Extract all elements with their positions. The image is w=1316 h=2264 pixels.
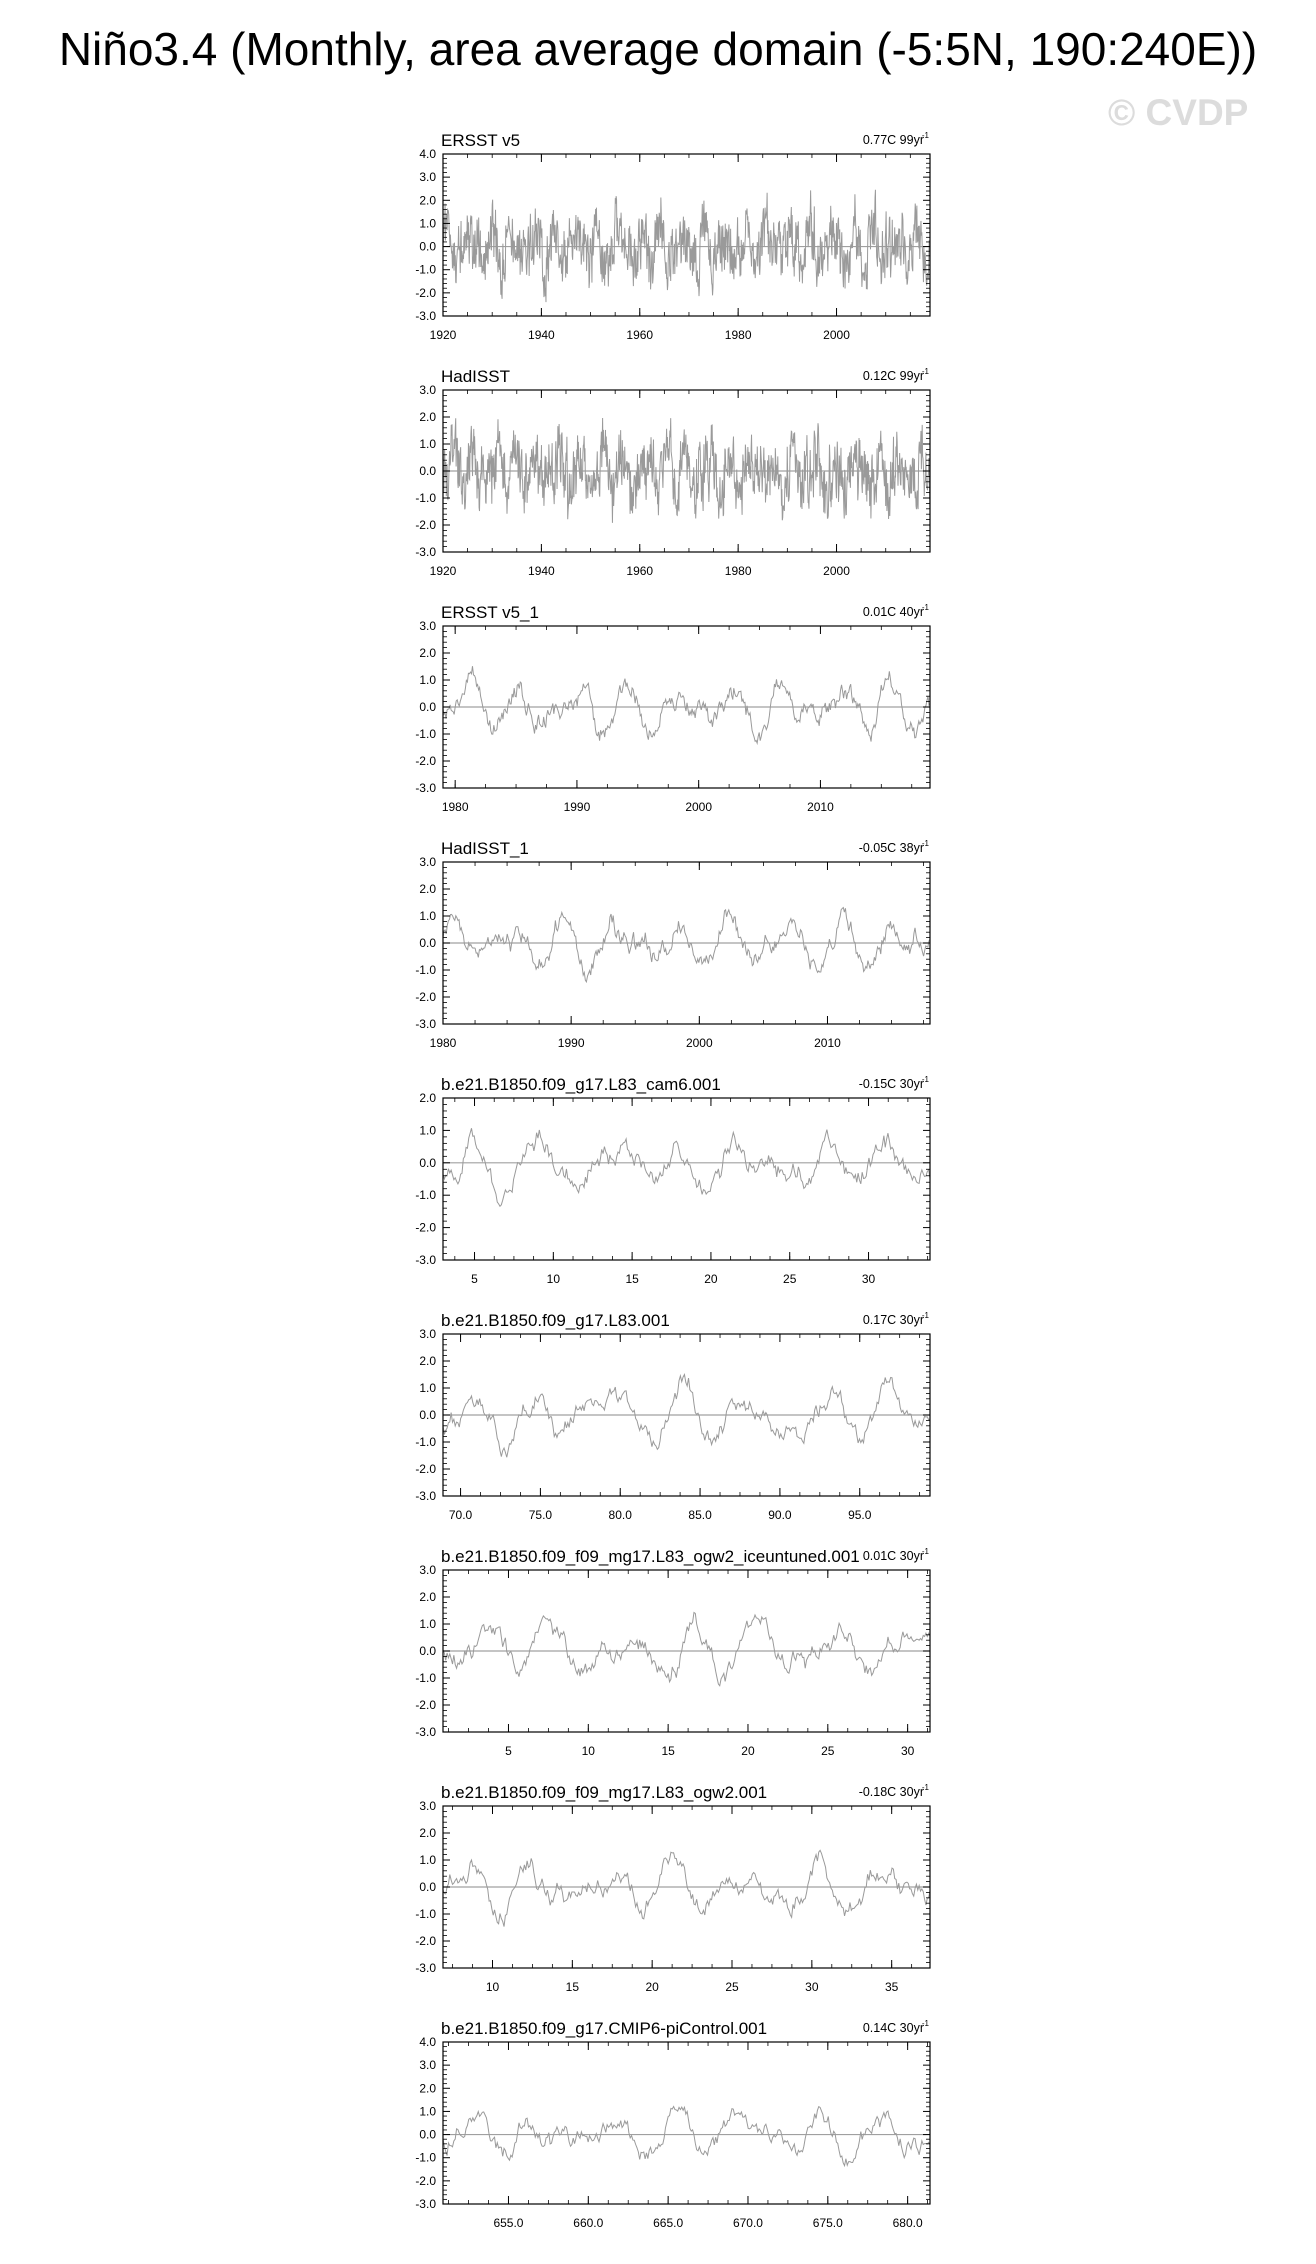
x-tick-label: 2010 bbox=[814, 1036, 841, 1050]
y-tick-label: 0.0 bbox=[419, 1155, 436, 1170]
x-tick-label: 675.0 bbox=[812, 2216, 843, 2230]
chart-trend-exponent: -1 bbox=[921, 603, 929, 612]
anomaly-series-line bbox=[443, 1850, 930, 1926]
chart-title: ERSST v5 bbox=[441, 131, 521, 150]
chart-title: b.e21.B1850.f09_g17.CMIP6-piControl.001 bbox=[441, 2019, 768, 2038]
y-tick-label: -1.0 bbox=[415, 727, 436, 741]
x-tick-label: 1980 bbox=[724, 564, 752, 578]
x-tick-label: 1920 bbox=[429, 564, 457, 578]
x-tick-label: 1980 bbox=[724, 328, 752, 342]
chart-trend-exponent: -1 bbox=[921, 2019, 929, 2028]
y-tick-label: 2.0 bbox=[419, 193, 436, 208]
y-tick-label: 2.0 bbox=[419, 882, 436, 896]
x-tick-label: 10 bbox=[546, 1272, 561, 1286]
chart-title: b.e21.B1850.f09_f09_mg17.L83_ogw2_iceuntuned.001 bbox=[441, 1547, 860, 1566]
y-tick-label: -2.0 bbox=[415, 285, 436, 300]
y-tick-label: -1.0 bbox=[415, 1907, 436, 1921]
y-tick-label: -3.0 bbox=[415, 1017, 436, 1031]
x-tick-label: 15 bbox=[625, 1272, 639, 1286]
y-tick-label: 4.0 bbox=[419, 147, 436, 161]
chart-trend-label: 0.14C 30yr bbox=[862, 2021, 924, 2035]
chart-trend-exponent: -1 bbox=[921, 131, 929, 140]
x-tick-label: 655.0 bbox=[493, 2216, 524, 2230]
chart-trend-exponent: -1 bbox=[921, 1075, 929, 1084]
y-tick-label: 2.0 bbox=[419, 2081, 436, 2096]
y-tick-label: 1.0 bbox=[419, 1853, 436, 1867]
y-tick-label: 2.0 bbox=[419, 410, 436, 424]
x-tick-label: 30 bbox=[805, 1980, 819, 1994]
y-tick-label: 0.0 bbox=[419, 1408, 436, 1422]
y-tick-label: -1.0 bbox=[415, 2150, 436, 2165]
y-tick-label: 3.0 bbox=[419, 855, 436, 869]
y-tick-label: 1.0 bbox=[419, 1617, 436, 1631]
chart-trend-exponent: -1 bbox=[921, 1783, 929, 1792]
x-tick-label: 20 bbox=[741, 1744, 755, 1758]
y-tick-label: -2.0 bbox=[415, 990, 436, 1004]
chart-title: HadISST_1 bbox=[441, 839, 529, 858]
y-tick-label: 1.0 bbox=[419, 437, 436, 451]
x-tick-label: 30 bbox=[861, 1272, 876, 1286]
chart-title: ERSST v5_1 bbox=[441, 603, 539, 622]
chart-trend-exponent: -1 bbox=[921, 367, 929, 376]
x-tick-label: 1960 bbox=[626, 328, 654, 342]
page-title: Niño3.4 (Monthly, area average domain (-5:5N, 190:240E)) bbox=[58, 23, 1258, 75]
chart-title: b.e21.B1850.f09_g17.L83.001 bbox=[441, 1311, 670, 1330]
y-tick-label: 1.0 bbox=[419, 909, 436, 923]
chart-trend-label: 0.12C 99yr bbox=[862, 369, 924, 383]
y-tick-label: -1.0 bbox=[415, 262, 436, 277]
y-tick-label: -3.0 bbox=[415, 1253, 436, 1267]
x-tick-label: 2000 bbox=[685, 800, 713, 814]
y-tick-label: 1.0 bbox=[419, 1381, 436, 1395]
y-tick-label: 3.0 bbox=[419, 170, 436, 185]
chart-panel-5 bbox=[415, 1075, 930, 1286]
x-tick-label: 1920 bbox=[429, 328, 457, 342]
x-tick-label: 670.0 bbox=[732, 2216, 763, 2230]
x-tick-label: 665.0 bbox=[653, 2216, 684, 2230]
anomaly-series-line bbox=[443, 666, 930, 743]
x-tick-label: 20 bbox=[704, 1272, 718, 1286]
y-tick-label: 3.0 bbox=[419, 1799, 436, 1813]
y-tick-label: 2.0 bbox=[419, 646, 436, 660]
x-tick-label: 75.0 bbox=[528, 1508, 553, 1522]
y-tick-label: -3.0 bbox=[415, 781, 436, 795]
x-tick-label: 70.0 bbox=[448, 1508, 473, 1522]
y-tick-label: -2.0 bbox=[415, 2173, 436, 2188]
x-tick-label: 680.0 bbox=[892, 2216, 923, 2230]
x-tick-label: 5 bbox=[471, 1272, 478, 1286]
y-tick-label: 0.0 bbox=[419, 700, 436, 714]
chart-title: b.e21.B1850.f09_f09_mg17.L83_ogw2.001 bbox=[441, 1783, 768, 1802]
y-tick-label: -1.0 bbox=[415, 963, 436, 977]
x-tick-label: 30 bbox=[900, 1744, 915, 1758]
x-tick-label: 1960 bbox=[626, 564, 654, 578]
x-tick-label: 1940 bbox=[528, 328, 555, 342]
x-tick-label: 10 bbox=[581, 1744, 595, 1758]
chart-title: b.e21.B1850.f09_g17.L83_cam6.001 bbox=[441, 1075, 721, 1094]
anomaly-series-line bbox=[443, 2107, 930, 2166]
y-tick-label: 1.0 bbox=[419, 216, 436, 231]
chart-panel-8 bbox=[415, 1783, 930, 1994]
y-tick-label: -2.0 bbox=[415, 754, 436, 768]
chart-panel-7 bbox=[415, 1547, 930, 1758]
x-tick-label: 35 bbox=[884, 1980, 899, 1994]
y-tick-label: -1.0 bbox=[415, 1188, 436, 1203]
y-tick-label: 3.0 bbox=[419, 1327, 436, 1341]
x-tick-label: 20 bbox=[645, 1980, 659, 1994]
y-tick-label: 3.0 bbox=[419, 383, 436, 397]
x-tick-label: 2000 bbox=[823, 328, 850, 342]
chart-panel-6 bbox=[415, 1311, 930, 1522]
y-tick-label: -3.0 bbox=[415, 2197, 436, 2211]
y-tick-label: -2.0 bbox=[415, 1462, 436, 1476]
chart-panel-9 bbox=[415, 2019, 930, 2230]
y-tick-label: -3.0 bbox=[415, 1489, 436, 1503]
chart-trend-label: 0.01C 40yr bbox=[862, 605, 924, 619]
y-tick-label: 0.0 bbox=[419, 1644, 436, 1658]
cvdp-watermark: © CVDP bbox=[1108, 92, 1249, 133]
plot-frame bbox=[443, 2042, 930, 2204]
x-tick-label: 5 bbox=[505, 1744, 512, 1758]
chart-panel-4 bbox=[415, 839, 930, 1050]
x-tick-label: 85.0 bbox=[688, 1508, 712, 1522]
chart-trend-label: 0.17C 30yr bbox=[862, 1313, 924, 1327]
y-tick-label: 1.0 bbox=[419, 673, 436, 687]
x-tick-label: 25 bbox=[821, 1744, 835, 1758]
y-tick-label: -1.0 bbox=[415, 1435, 436, 1449]
chart-trend-label: 0.77C 99yr bbox=[862, 133, 924, 147]
y-tick-label: -1.0 bbox=[415, 1671, 436, 1685]
y-tick-label: 3.0 bbox=[419, 2058, 436, 2073]
y-tick-label: 0.0 bbox=[419, 936, 436, 950]
y-tick-label: 0.0 bbox=[419, 464, 436, 478]
anomaly-series-line bbox=[443, 1613, 930, 1686]
y-tick-label: -1.0 bbox=[415, 491, 436, 505]
chart-trend-label: 0.01C 30yr bbox=[862, 1549, 924, 1563]
y-tick-label: -3.0 bbox=[415, 1961, 436, 1975]
y-tick-label: 0.0 bbox=[419, 239, 436, 254]
anomaly-series-line bbox=[443, 190, 930, 302]
y-tick-label: 3.0 bbox=[419, 619, 436, 633]
chart-panel-3 bbox=[415, 603, 930, 814]
x-tick-label: 15 bbox=[565, 1980, 580, 1994]
y-tick-label: -3.0 bbox=[415, 1725, 436, 1739]
y-tick-label: -2.0 bbox=[415, 1698, 436, 1712]
y-tick-label: 0.0 bbox=[419, 1880, 436, 1894]
y-tick-label: -2.0 bbox=[415, 1934, 436, 1948]
x-tick-label: 95.0 bbox=[848, 1508, 872, 1522]
y-tick-label: -2.0 bbox=[415, 1220, 436, 1235]
y-tick-label: 2.0 bbox=[419, 1354, 436, 1368]
chart-trend-label: -0.05C 38yr bbox=[858, 841, 924, 855]
y-tick-label: -3.0 bbox=[415, 309, 436, 323]
chart-panel-2 bbox=[415, 367, 930, 578]
chart-trend-label: -0.18C 30yr bbox=[858, 1785, 924, 1799]
y-tick-label: -3.0 bbox=[415, 545, 436, 559]
x-tick-label: 25 bbox=[725, 1980, 739, 1994]
anomaly-series-line bbox=[443, 908, 930, 982]
chart-trend-exponent: -1 bbox=[921, 1311, 929, 1320]
x-tick-label: 1980 bbox=[441, 800, 469, 814]
x-tick-label: 15 bbox=[661, 1744, 675, 1758]
y-tick-label: 1.0 bbox=[419, 1123, 436, 1138]
chart-trend-exponent: -1 bbox=[921, 1547, 929, 1556]
x-tick-label: 2000 bbox=[685, 1036, 713, 1050]
anomaly-series-line bbox=[443, 1128, 930, 1206]
x-tick-label: 1940 bbox=[528, 564, 555, 578]
x-tick-label: 2010 bbox=[807, 800, 834, 814]
x-tick-label: 25 bbox=[783, 1272, 797, 1286]
chart-trend-label: -0.15C 30yr bbox=[858, 1077, 924, 1091]
y-tick-label: 4.0 bbox=[419, 2035, 436, 2049]
x-tick-label: 660.0 bbox=[573, 2216, 604, 2230]
y-tick-label: 2.0 bbox=[419, 1590, 436, 1604]
chart-title: HadISST bbox=[441, 367, 510, 386]
y-tick-label: -2.0 bbox=[415, 518, 436, 532]
anomaly-series-line bbox=[443, 1375, 930, 1458]
x-tick-label: 2000 bbox=[823, 564, 850, 578]
x-tick-label: 1990 bbox=[557, 1036, 585, 1050]
x-tick-label: 1990 bbox=[563, 800, 591, 814]
y-tick-label: 3.0 bbox=[419, 1563, 436, 1577]
x-tick-label: 1980 bbox=[429, 1036, 457, 1050]
y-tick-label: 2.0 bbox=[419, 1826, 436, 1840]
x-tick-label: 10 bbox=[485, 1980, 500, 1994]
y-tick-label: 1.0 bbox=[419, 2104, 436, 2119]
chart-panel-1 bbox=[415, 131, 930, 342]
x-tick-label: 90.0 bbox=[768, 1508, 792, 1522]
y-tick-label: 2.0 bbox=[419, 1091, 436, 1105]
x-tick-label: 80.0 bbox=[608, 1508, 632, 1522]
y-tick-label: 0.0 bbox=[419, 2127, 436, 2142]
chart-trend-exponent: -1 bbox=[921, 839, 929, 848]
